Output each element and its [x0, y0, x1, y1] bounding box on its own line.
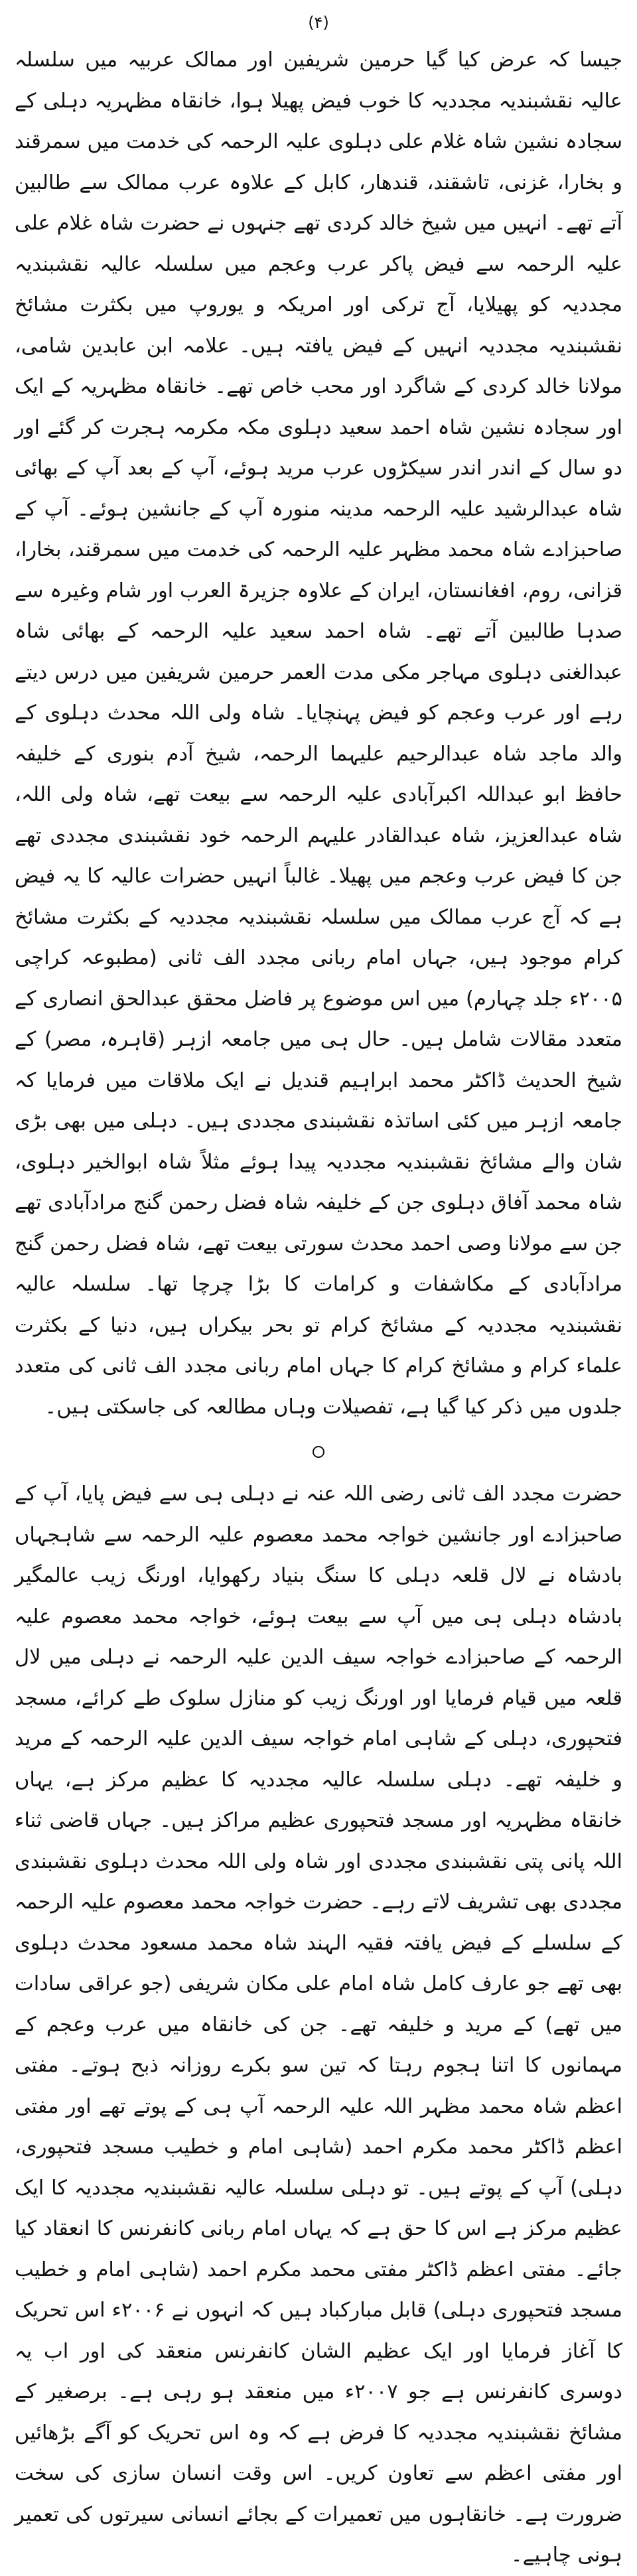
section-divider [15, 1427, 622, 1474]
section-1-paragraph: جیسا کہ عرض کیا گیا حرمین شریفین اور ممالک عربیہ میں سلسلہ عالیہ نقشبندیہ مجددیہ کا خوب فیض پھیلا ہوا، خانقاہ مظہریہ دہلی کے سجادہ نشین شاہ غلام علی دہلوی علیہ الرحمہ کی خدمت میں سمرقند و بخارا، غزنی، تاشقند، قندھار، کابل کے علاوہ عرب ممالک سے طالبین آتے تھے۔ انہیں میں شیخ خالد کردی تھے جنہوں نے حضرت شاہ غلام علی علیہ الرحمہ سے فیض پاکر عرب وعجم میں سلسلہ عالیہ نقشبندیہ مجددیہ کو پھیلایا، آج ترکی اور امریکہ و یوروپ میں بکثرت مشائخ نقشبندیہ مجددیہ انہیں کے فیض یافتہ ہیں۔ علامہ ابن عابدین شامی، مولانا خالد کردی کے شاگرد اور محب خاص تھے۔ خانقاہ مظہریہ کے ایک اور سجادہ نشین شاہ احمد سعید دہلوی مکہ مکرمہ ہجرت کر گئے اور دو سال کے اندر اندر سیکڑوں عرب مرید ہوئے، آپ کے بعد آپ کے بھائی شاہ عبدالرشید علیہ الرحمہ مدینہ منورہ آپ کے جانشین ہوئے۔ آپ کے صاحبزادے شاہ محمد مظہر علیہ الرحمہ کی خدمت میں سمرقند، بخارا، قزانی، روم، افغانستان، ایران کے علاوہ جزیرۃ العرب اور شام وغیرہ سے صدہا طالبین آتے تھے۔ شاہ احمد سعید علیہ الرحمہ کے بھائی شاہ عبدالغنی دہلوی مہاجر مکی مدت العمر حرمین شریفین میں درس دیتے رہے اور عرب وعجم کو فیض پہنچایا۔ شاہ ولی اللہ محدث دہلوی کے والد ماجد شاہ عبدالرحیم علیہما الرحمہ، شیخ آدم بنوری کے خلیفہ حافظ ابو عبداللہ اکبرآبادی علیہ الرحمہ سے بیعت تھے، شاہ ولی اللہ، شاہ عبدالعزیز، شاہ عبدالقادر علیہم الرحمہ خود نقشبندی مجددی تھے جن کا فیض عرب وعجم میں پھیلا۔ غالباً انہیں حضرات عالیہ کا یہ فیض ہے کہ آج عرب ممالک میں سلسلہ نقشبندیہ مجددیہ کے بکثرت مشائخ کرام موجود ہیں، جہاں امام ربانی مجدد الف ثانی (مطبوعہ کراچی ۲۰۰۵ء جلد چہارم) میں اس موضوع پر فاضل محقق عبدالحق انصاری کے متعدد مقالات شامل ہیں۔ حال ہی میں جامعہ ازہر (قاہرہ، مصر) کے شیخ الحدیث ڈاکٹر محمد ابراہیم قندیل نے ایک ملاقات میں فرمایا کہ جامعہ ازہر میں کئی اساتذہ نقشبندی مجددی ہیں۔ دہلی میں بھی بڑی شان والے مشائخ نقشبندیہ مجددیہ پیدا ہوئے مثلاً شاہ ابوالخیر دہلوی، شاہ محمد آفاق دہلوی جن کے خلیفہ شاہ فضل رحمن گنج مرادآبادی تھے جن سے مولانا وصی احمد محدث سورتی بیعت تھے، شاہ فضل رحمن گنج مرادآبادی کے مکاشفات و کرامات کا بڑا چرچا تھا۔ سلسلہ عالیہ نقشبندیہ مجددیہ کے مشائخ کرام تو بحر بیکراں ہیں، دنیا کے بکثرت علماء کرام و مشائخ کرام کا جہاں امام ربانی مجدد الف ثانی کی متعدد جلدوں میں ذکر کیا گیا ہے، تفصیلات وہاں مطالعہ کی جاسکتی ہیں۔ [15, 48, 622, 1419]
section-2-paragraph: حضرت مجدد الف ثانی رضی اللہ عنہ نے دہلی ہی سے فیض پایا، آپ کے صاحبزادے اور جانشین خواجہ محمد معصوم علیہ الرحمہ سے شاہجہاں بادشاہ نے لال قلعہ دہلی کا سنگ بنیاد رکھوایا، اورنگ زیب عالمگیر بادشاہ دہلی ہی میں آپ سے بیعت ہوئے، خواجہ محمد معصوم علیہ الرحمہ کے صاحبزادے خواجہ سیف الدین علیہ الرحمہ نے دہلی میں لال قلعہ میں قیام فرمایا اور اورنگ زیب کو منازل سلوک طے کرائے، مسجد فتحپوری، دہلی کے شاہی امام خواجہ سیف الدین علیہ الرحمہ کے مرید و خلیفہ تھے۔ دہلی سلسلہ عالیہ مجددیہ کا عظیم مرکز ہے، یہاں خانقاہ مظہریہ اور مسجد فتحپوری عظیم مراکز ہیں۔ جہاں قاضی ثناء اللہ پانی پتی نقشبندی مجددی اور شاہ ولی اللہ محدث دہلوی نقشبندی مجددی بھی تشریف لاتے رہے۔ حضرت خواجہ محمد معصوم علیہ الرحمہ کے سلسلے کے فیض یافتہ فقیہ الہند شاہ محمد مسعود محدث دہلوی بھی تھے جو عارف کامل شاہ امام علی مکان شریفی (جو عراقی سادات میں تھے) کے مرید و خلیفہ تھے۔ جن کی خانقاہ میں عرب وعجم کے مہمانوں کا اتنا ہجوم رہتا کہ تین سو بکرے روزانہ ذبح ہوتے۔ مفتی اعظم شاہ محمد مظہر اللہ علیہ الرحمہ آپ ہی کے پوتے تھے اور مفتی اعظم ڈاکٹر محمد مکرم احمد (شاہی امام و خطیب مسجد فتحپوری، دہلی) آپ کے پوتے ہیں۔ تو دہلی سلسلہ عالیہ نقشبندیہ مجددیہ کا ایک عظیم مرکز ہے اس کا حق ہے کہ یہاں امام ربانی کانفرنس کا انعقاد کیا جائے۔ مفتی اعظم ڈاکٹر مفتی محمد مکرم احمد (شاہی امام و خطیب مسجد فتحپوری دہلی) قابل مبارکباد ہیں کہ انہوں نے ۲۰۰۶ء اس تحریک کا آغاز فرمایا اور ایک عظیم الشان کانفرنس منعقد کی اور اب یہ دوسری کانفرنس ہے جو ۲۰۰۷ء میں منعقد ہو رہی ہے۔ برصغیر کے مشائخ نقشبندیہ مجددیہ کا فرض ہے کہ وہ اس تحریک کو آگے بڑھائیں اور مفتی اعظم سے تعاون کریں۔ اس وقت انسان سازی کی سخت ضرورت ہے۔ خانقاہوں میں تعمیرات کے بجائے انسانی سیرتوں کی تعمیر ہونی چاہیے۔ [15, 1482, 623, 2567]
page-number: (۴) [308, 13, 329, 32]
section-1 [15, 40, 622, 1427]
section-2 [15, 1474, 622, 2576]
circle-ornament-icon [313, 1446, 324, 1458]
